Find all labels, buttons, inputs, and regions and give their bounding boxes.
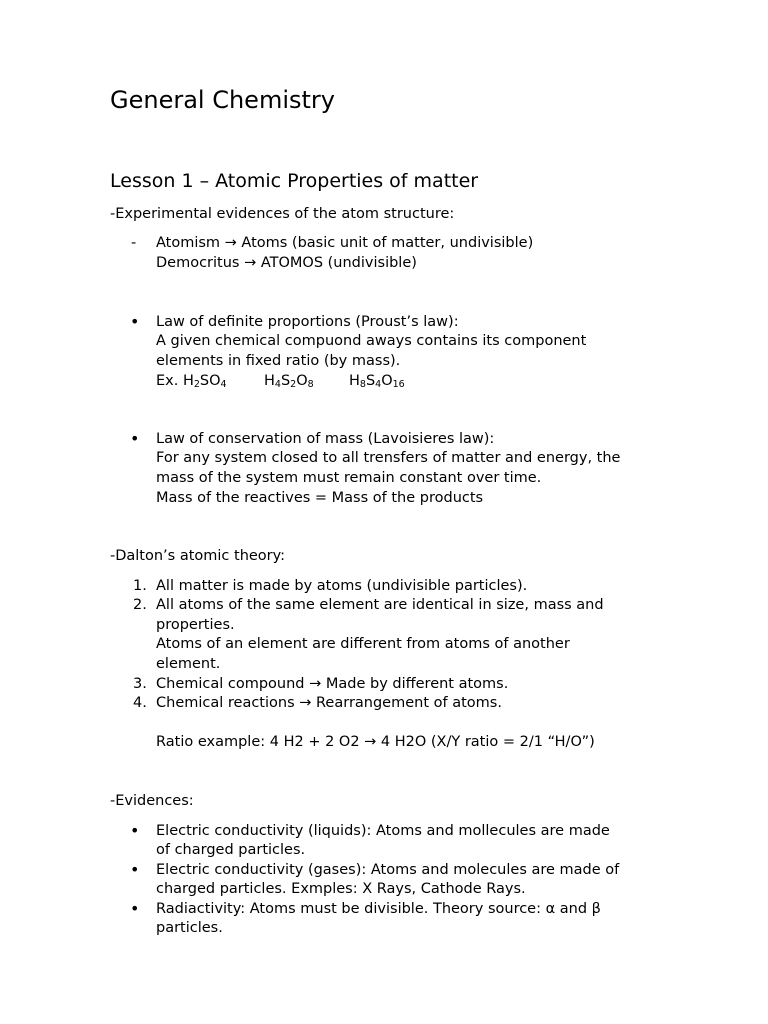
dalton-item: Chemical compound → Made by different atoms. xyxy=(156,676,509,692)
bullet-marker: • xyxy=(130,312,140,331)
dalton-item: All matter is made by atoms (undivisible particles). xyxy=(156,578,528,594)
proust-law-example xyxy=(156,372,227,392)
bullet-marker: • xyxy=(130,860,140,879)
numbered-marker: 3. xyxy=(133,676,147,692)
lesson-heading: Lesson 1 – Atomic Properties of matter xyxy=(110,170,479,192)
proust-law-text: A given chemical compuond aways contains its component xyxy=(156,333,587,349)
evidence-item: Electric conductivity (liquids): Atoms and mollecules are made xyxy=(156,823,610,839)
dalton-item: element. xyxy=(156,656,221,672)
chemical-formula: $H_8S_4O_{16}$ xyxy=(349,373,405,390)
bullet-marker: • xyxy=(130,821,140,840)
section-heading-dalton: -Dalton’s atomic theory: xyxy=(110,548,286,564)
evidence-item: particles. xyxy=(156,920,223,936)
dalton-item: properties. xyxy=(156,617,235,633)
democritus-line: Democritus → ATOMOS (undivisible) xyxy=(156,255,417,271)
numbered-marker: 4. xyxy=(133,695,147,711)
chemical-formula: $H_4S_2O_8$ xyxy=(264,373,314,390)
ratio-example: Ratio example: 4 H2 + 2 O2 → 4 H2O (X/Y ratio = 2/1 “H/O”) xyxy=(156,734,595,750)
evidence-item: Radiactivity: Atoms must be divisible. Theory source: α and β xyxy=(156,901,601,917)
lavoisier-law-title: Law of conservation of mass (Lavoisieres law): xyxy=(156,431,495,447)
dalton-item: All atoms of the same element are identical in size, mass and xyxy=(156,597,604,613)
bullet-marker: • xyxy=(130,899,140,918)
dalton-item: Atoms of an element are different from atoms of another xyxy=(156,636,570,652)
evidence-item: Electric conductivity (gases): Atoms and molecules are made of xyxy=(156,862,620,878)
evidence-item: charged particles. Exmples: X Rays, Cathode Rays. xyxy=(156,881,526,897)
lavoisier-law-text: mass of the system must remain constant over time. xyxy=(156,470,542,486)
section-heading-experimental: -Experimental evidences of the atom structure: xyxy=(110,206,455,222)
evidence-item: of charged particles. xyxy=(156,842,306,858)
numbered-marker: 2. xyxy=(133,597,147,613)
numbered-marker: 1. xyxy=(133,578,147,594)
example-prefix: Ex. xyxy=(156,373,183,389)
chemical-formula: $H_2SO_4$ xyxy=(182,373,227,390)
proust-law-title: Law of definite proportions (Proust’s law): xyxy=(156,314,459,330)
atomism-line: Atomism → Atoms (basic unit of matter, undivisible) xyxy=(156,235,534,251)
lavoisier-law-text: For any system closed to all trensfers of matter and energy, the xyxy=(156,450,621,466)
lavoisier-law-text: Mass of the reactives = Mass of the products xyxy=(156,490,484,506)
document-title: General Chemistry xyxy=(110,86,335,114)
section-heading-evidences: -Evidences: xyxy=(110,793,194,809)
bullet-marker: • xyxy=(130,429,140,448)
dash-list-marker: - xyxy=(131,235,137,251)
proust-law-text: elements in fixed ratio (by mass). xyxy=(156,353,401,369)
dalton-item: Chemical reactions → Rearrangement of atoms. xyxy=(156,695,502,711)
